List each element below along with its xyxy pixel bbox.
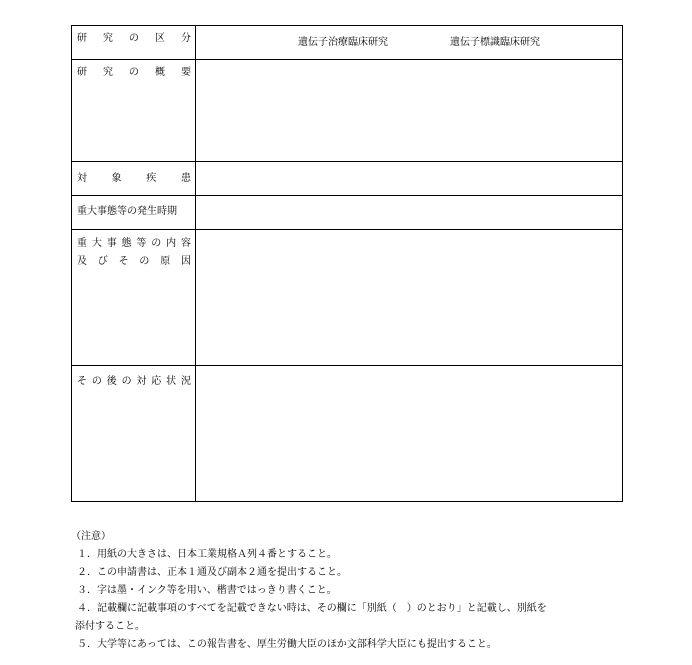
research-category-value[interactable]: [196, 26, 623, 60]
content-and-cause-field[interactable]: [196, 230, 623, 366]
content-label-line2: 及びその原因: [77, 256, 191, 267]
note-item-1: １．用紙の大きさは、日本工業規格Ａ列４番とすること。: [77, 549, 337, 560]
label-cell: [72, 162, 196, 196]
note-item-3: ３．字は墨・インク等を用い、楷書ではっきり書くこと。: [77, 585, 337, 596]
row-research-overview: [72, 60, 623, 162]
target-disease-field[interactable]: [196, 162, 623, 196]
note-item-4: ４．記載欄に記載事項のすべてを記載できない時は、その欄に「別紙（ ）のとおり」と記載し、別紙を: [77, 603, 547, 614]
label-cell: [72, 230, 196, 366]
target-disease-label: 対象疾患: [77, 173, 191, 184]
row-subsequent-response: [72, 366, 623, 502]
option-gene-therapy[interactable]: 遺伝子治療臨床研究: [298, 37, 388, 48]
option-gene-marking[interactable]: 遺伝子標識臨床研究: [450, 37, 540, 48]
content-label-line1: 重大事態等の内容: [77, 238, 191, 249]
note-item-4-continuation: 添付すること。: [75, 621, 145, 632]
subsequent-response-field[interactable]: [196, 366, 623, 502]
occurrence-time-label: 重大事態等の発生時期: [77, 206, 177, 217]
row-research-category: [72, 26, 623, 60]
label-cell: [72, 196, 196, 230]
label-cell: [72, 366, 196, 502]
note-item-5: ５．大学等にあっては、この報告書を、厚生労働大臣のほか文部科学大臣にも提出すること。: [77, 639, 497, 650]
subsequent-response-label: その後の対応状況: [77, 376, 191, 387]
row-content-and-cause: [72, 230, 623, 366]
notes-section: [71, 528, 631, 654]
notes-heading: （注意）: [71, 531, 111, 542]
label-cell: [72, 60, 196, 162]
label-cell: [72, 26, 196, 60]
row-target-disease: [72, 162, 623, 196]
report-form-table: [71, 25, 623, 502]
research-overview-field[interactable]: [196, 60, 623, 162]
note-item-2: ２．この申請書は、正本１通及び副本２通を提出すること。: [77, 567, 347, 578]
occurrence-time-field[interactable]: [196, 196, 623, 230]
research-category-label: 研究の区分: [77, 33, 191, 44]
row-occurrence-time: [72, 196, 623, 230]
research-overview-label: 研究の概要: [77, 67, 191, 78]
